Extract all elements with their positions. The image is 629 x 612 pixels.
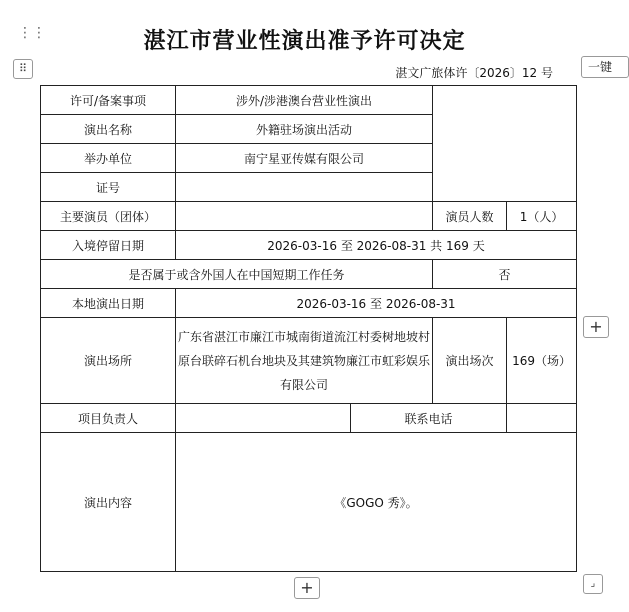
drag-handle-icon[interactable]: ⋮⋮ <box>18 25 46 41</box>
value-license[interactable] <box>176 173 433 202</box>
value-local-dates[interactable]: 2026-03-16 至 2026-08-31 <box>176 289 577 318</box>
permit-form-table <box>40 85 577 572</box>
label-permit-item: 许可/备案事项 <box>41 86 176 115</box>
label-show-count: 演出场次 <box>433 318 507 404</box>
label-organizer: 举办单位 <box>41 144 176 173</box>
value-performer-count[interactable]: 1（人） <box>507 202 577 231</box>
label-main-performers: 主要演员（团体） <box>41 202 176 231</box>
page-title: 湛江市营业性演出准予许可决定 <box>143 28 466 54</box>
add-row-button[interactable]: + <box>294 577 320 599</box>
value-venue[interactable]: 广东省湛江市廉江市城南街道流江村委树地坡村原台联碎石机台地块及其建筑物廉江市虹彩娱乐有限公司 <box>176 318 433 404</box>
value-show-count[interactable]: 169（场） <box>507 318 577 404</box>
value-short-term[interactable]: 否 <box>433 260 577 289</box>
value-show-name[interactable]: 外籍驻场演出活动 <box>176 115 433 144</box>
value-content[interactable]: 《GOGO 秀》。 <box>176 433 577 572</box>
label-local-dates: 本地演出日期 <box>41 289 176 318</box>
document-number: 湛文广旅体许〔2026〕12 号 <box>395 66 553 80</box>
label-content: 演出内容 <box>41 433 176 572</box>
value-contact-phone[interactable] <box>507 404 577 433</box>
photo-area <box>433 86 577 202</box>
label-venue: 演出场所 <box>41 318 176 404</box>
resize-handle-icon[interactable]: ⌟ <box>583 574 603 594</box>
label-performer-count: 演员人数 <box>433 202 507 231</box>
value-main-performers[interactable] <box>176 202 433 231</box>
add-column-button[interactable]: + <box>583 316 609 338</box>
value-organizer[interactable]: 南宁星亚传媒有限公司 <box>176 144 433 173</box>
label-show-name: 演出名称 <box>41 115 176 144</box>
value-permit-item[interactable]: 涉外/涉港澳台营业性演出 <box>176 86 433 115</box>
one-key-button[interactable]: 一键 <box>581 56 629 78</box>
label-short-term: 是否属于或含外国人在中国短期工作任务 <box>41 260 433 289</box>
label-license: 证号 <box>41 173 176 202</box>
value-project-lead[interactable] <box>176 404 351 433</box>
label-project-lead: 项目负责人 <box>41 404 176 433</box>
value-entry-stay[interactable]: 2026-03-16 至 2026-08-31 共 169 天 <box>176 231 577 260</box>
table-handle-icon[interactable]: ⠿ <box>13 59 33 79</box>
label-contact-phone: 联系电话 <box>351 404 507 433</box>
label-entry-stay: 入境停留日期 <box>41 231 176 260</box>
